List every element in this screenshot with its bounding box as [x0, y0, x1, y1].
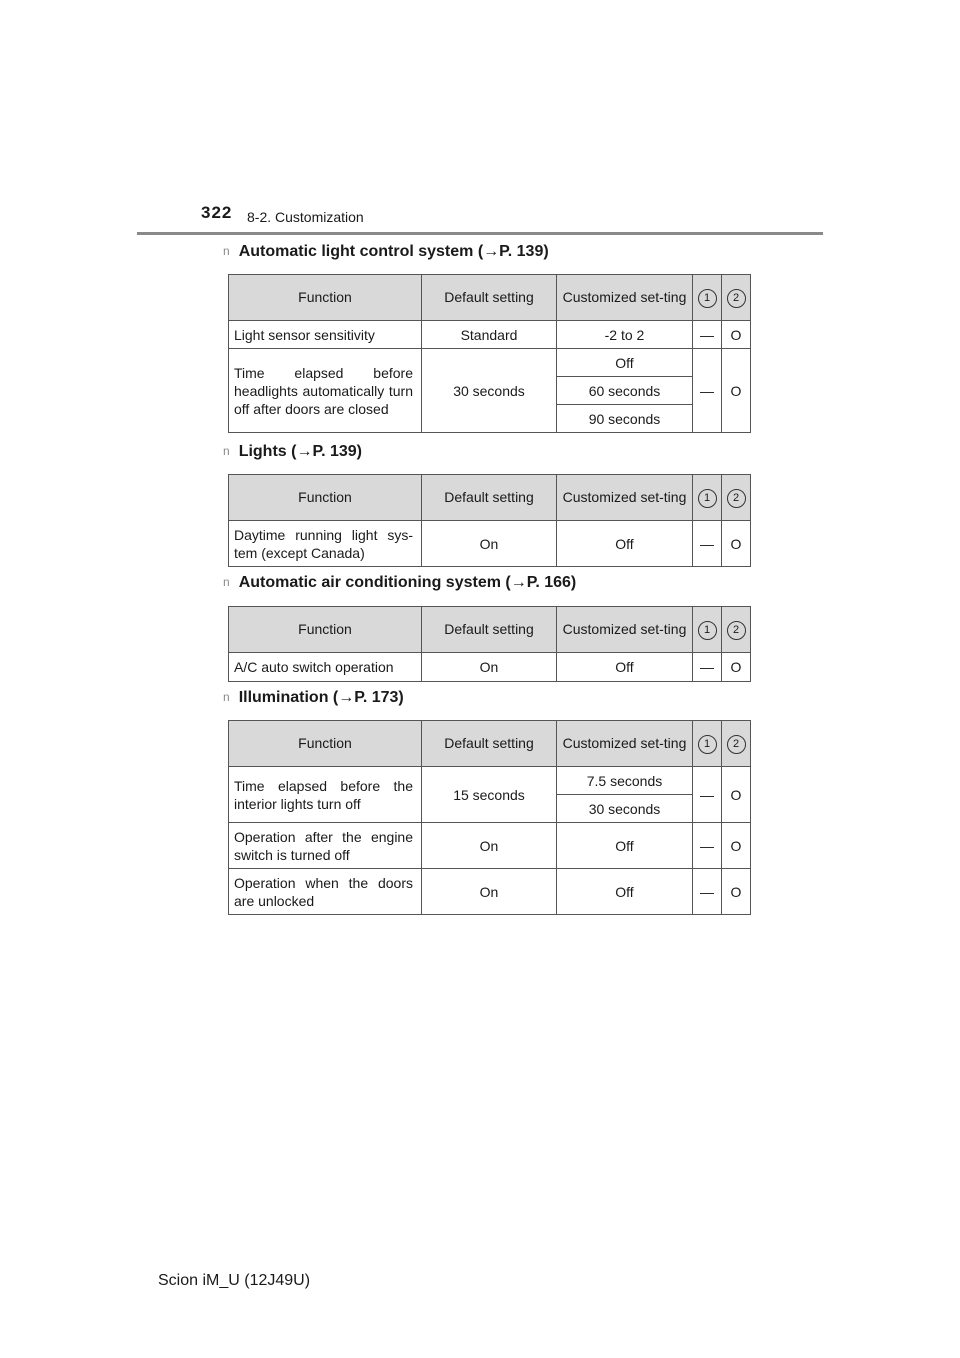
header-function: Function: [229, 607, 422, 653]
section-title-illumination: [223, 689, 404, 707]
bullet-icon: n: [223, 690, 230, 704]
option-cell: Off: [557, 521, 693, 567]
section-title-automatic-air-conditioning: [223, 574, 576, 592]
option-cell: 7.5 seconds: [557, 767, 693, 795]
table-header-row: [229, 475, 751, 521]
default-cell: On: [422, 521, 557, 567]
header-mark-1: [693, 275, 722, 321]
settings-table: [228, 720, 751, 915]
mark-cell-1: —: [693, 767, 722, 823]
circled-1-icon: 1: [698, 489, 717, 508]
mark-cell-1: —: [693, 521, 722, 567]
bullet-icon: n: [223, 444, 230, 458]
table-row: [229, 767, 751, 795]
header-mark-1: [693, 475, 722, 521]
circled-1-icon: 1: [698, 735, 717, 754]
mark-cell-2: O: [722, 521, 751, 567]
mark-cell-2: O: [722, 869, 751, 915]
function-cell: Time elapsed before the interior lights turn off: [229, 767, 422, 823]
option-cell: Off: [557, 869, 693, 915]
circled-1-icon: 1: [698, 289, 717, 308]
function-cell: Operation when the doors are unlocked: [229, 869, 422, 915]
mark-cell-2: O: [722, 823, 751, 869]
mark-cell-2: O: [722, 349, 751, 433]
function-cell: Daytime running light sys-tem (except Canada): [229, 521, 422, 567]
mark-cell-2: O: [722, 653, 751, 682]
option-cell: 30 seconds: [557, 795, 693, 823]
circled-1-icon: 1: [698, 621, 717, 640]
function-cell: Light sensor sensitivity: [229, 321, 422, 349]
default-cell: Standard: [422, 321, 557, 349]
circled-2-icon: 2: [727, 289, 746, 308]
table-row: [229, 823, 751, 869]
mark-cell-2: O: [722, 321, 751, 349]
header-mark-1: [693, 721, 722, 767]
default-cell: 30 seconds: [422, 349, 557, 433]
function-cell: Operation after the engine switch is turned off: [229, 823, 422, 869]
mark-cell-1: —: [693, 321, 722, 349]
header-mark-2: [722, 475, 751, 521]
mark-cell-1: —: [693, 653, 722, 682]
header-default-setting: Default setting: [422, 607, 557, 653]
section-title-automatic-light-control: [223, 243, 549, 261]
default-cell: 15 seconds: [422, 767, 557, 823]
header-customized-setting: Customized set-ting: [557, 721, 693, 767]
settings-table: [228, 274, 751, 433]
header-function: Function: [229, 721, 422, 767]
table-header-row: [229, 721, 751, 767]
section-heading-text: Automatic air conditioning system (→P. 166): [238, 574, 577, 591]
option-cell: Off: [557, 653, 693, 682]
chapter-title: 8-2. Customization: [247, 209, 364, 225]
section-heading-text: Automatic light control system (→P. 139): [238, 243, 549, 260]
section-heading-text: Lights (→P. 139): [238, 443, 362, 460]
table-row: [229, 349, 751, 377]
function-cell: Time elapsed before headlights automatically turn off after doors are closed: [229, 349, 422, 433]
header-function: Function: [229, 275, 422, 321]
option-cell: Off: [557, 349, 693, 377]
mark-cell-1: —: [693, 869, 722, 915]
option-cell: 60 seconds: [557, 377, 693, 405]
header-mark-2: [722, 607, 751, 653]
header-divider: [137, 232, 823, 235]
option-cell: Off: [557, 823, 693, 869]
header-customized-setting: Customized set-ting: [557, 607, 693, 653]
bullet-icon: n: [223, 244, 230, 258]
default-cell: On: [422, 823, 557, 869]
header-mark-2: [722, 275, 751, 321]
bullet-icon: n: [223, 575, 230, 589]
section-title-lights: [223, 443, 362, 461]
mark-cell-2: O: [722, 767, 751, 823]
default-cell: On: [422, 869, 557, 915]
header-default-setting: Default setting: [422, 475, 557, 521]
mark-cell-1: —: [693, 823, 722, 869]
table-row: [229, 653, 751, 682]
section-heading-text: Illumination (→P. 173): [238, 689, 404, 706]
header-default-setting: Default setting: [422, 721, 557, 767]
circled-2-icon: 2: [727, 621, 746, 640]
circled-2-icon: 2: [727, 735, 746, 754]
table-header-row: [229, 607, 751, 653]
option-cell: -2 to 2: [557, 321, 693, 349]
function-cell: A/C auto switch operation: [229, 653, 422, 682]
header-default-setting: Default setting: [422, 275, 557, 321]
table-header-row: [229, 275, 751, 321]
option-cell: 90 seconds: [557, 405, 693, 433]
header-mark-1: [693, 607, 722, 653]
settings-table: [228, 606, 751, 682]
table-row: [229, 521, 751, 567]
header-customized-setting: Customized set-ting: [557, 475, 693, 521]
page-number: 322: [201, 203, 233, 222]
footer-model-code: Scion iM_U (12J49U): [158, 1272, 311, 1289]
default-cell: On: [422, 653, 557, 682]
header-function: Function: [229, 475, 422, 521]
header-mark-2: [722, 721, 751, 767]
circled-2-icon: 2: [727, 489, 746, 508]
header-customized-setting: Customized set-ting: [557, 275, 693, 321]
table-row: [229, 321, 751, 349]
table-row: [229, 869, 751, 915]
settings-table: [228, 474, 751, 567]
mark-cell-1: —: [693, 349, 722, 433]
